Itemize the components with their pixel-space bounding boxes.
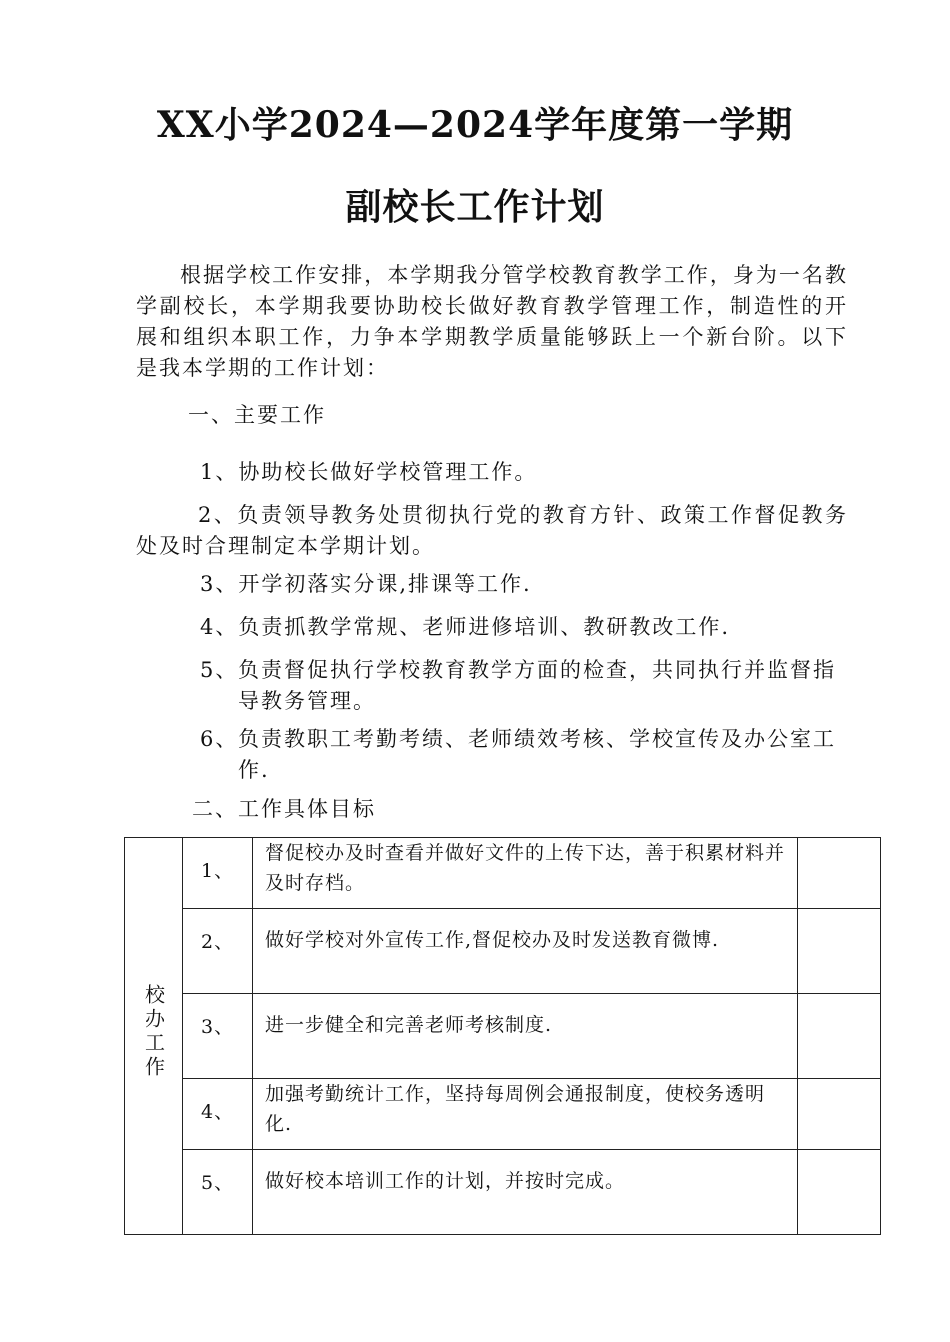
table-row (125, 994, 881, 1079)
table-row (125, 1079, 881, 1150)
empty-cell (798, 838, 881, 909)
table-row (125, 1150, 881, 1235)
row-text: 加强考勤统计工作，坚持每周例会通报制度，使校务透明化. (253, 1079, 798, 1150)
table-row (125, 909, 881, 994)
document-title-line2: 副校长工作计划 (345, 186, 605, 228)
category-cell (125, 838, 183, 1235)
main-work-item-3 (200, 569, 532, 600)
row-text: 做好校本培训工作的计划，并按时完成。 (253, 1150, 798, 1235)
empty-cell (798, 994, 881, 1079)
main-work-item-5 (200, 655, 848, 717)
row-text: 做好学校对外宣传工作,督促校办及时发送教育微博. (253, 909, 798, 994)
item-text: 协助校长做好学校管理工作。 (238, 460, 538, 484)
row-number: 4、 (183, 1079, 253, 1150)
item-text: 负责领导教务处贯彻执行党的教育方针、政策工作督促教务处及时合理制定本学期计划。 (136, 503, 848, 558)
section1-heading: 一、主要工作 (188, 403, 326, 427)
item-text: 开学初落实分课,排课等工作. (238, 572, 532, 596)
main-work-item-4 (200, 612, 730, 643)
item-number: 2、 (198, 503, 238, 527)
row-number: 1、 (183, 838, 253, 909)
row-text: 督促校办及时查看并做好文件的上传下达，善于积累材料并及时存档。 (253, 838, 798, 909)
document-title-line1: XX小学2024—2024学年度第一学期 (156, 104, 794, 146)
item-number: 5、 (200, 658, 239, 682)
main-work-item-2 (136, 500, 848, 562)
main-work-item-1 (200, 457, 537, 488)
row-number: 2、 (183, 909, 253, 994)
category-label: 校办工作 (141, 983, 166, 1080)
main-work-item-6 (200, 724, 848, 786)
empty-cell (798, 1079, 881, 1150)
row-number: 5、 (183, 1150, 253, 1235)
empty-cell (798, 1150, 881, 1235)
work-goals-table (124, 837, 881, 1235)
intro-paragraph: 根据学校工作安排，本学期我分管学校教育教学工作，身为一名教学副校长，本学期我要协助校长做好教育教学管理工作，制造性的开展和组织本职工作，力争本学期教学质量能够跃上一个新台阶。以下是我本学期的工作计划： (136, 263, 848, 380)
empty-cell (798, 909, 881, 994)
item-text: 负责督促执行学校教育教学方面的检查，共同执行并监督指导教务管理。 (238, 658, 836, 713)
item-text: 负责抓教学常规、老师进修培训、教研教改工作. (238, 615, 731, 639)
section2-heading: 二、工作具体目标 (192, 797, 376, 821)
row-text: 进一步健全和完善老师考核制度. (253, 994, 798, 1079)
item-number: 4、 (200, 615, 239, 639)
item-number: 1、 (200, 460, 239, 484)
item-text: 负责教职工考勤考绩、老师绩效考核、学校宣传及办公室工作. (238, 727, 836, 782)
item-number: 3、 (200, 572, 239, 596)
table-row (125, 838, 881, 909)
row-number: 3、 (183, 994, 253, 1079)
item-number: 6、 (200, 727, 239, 751)
